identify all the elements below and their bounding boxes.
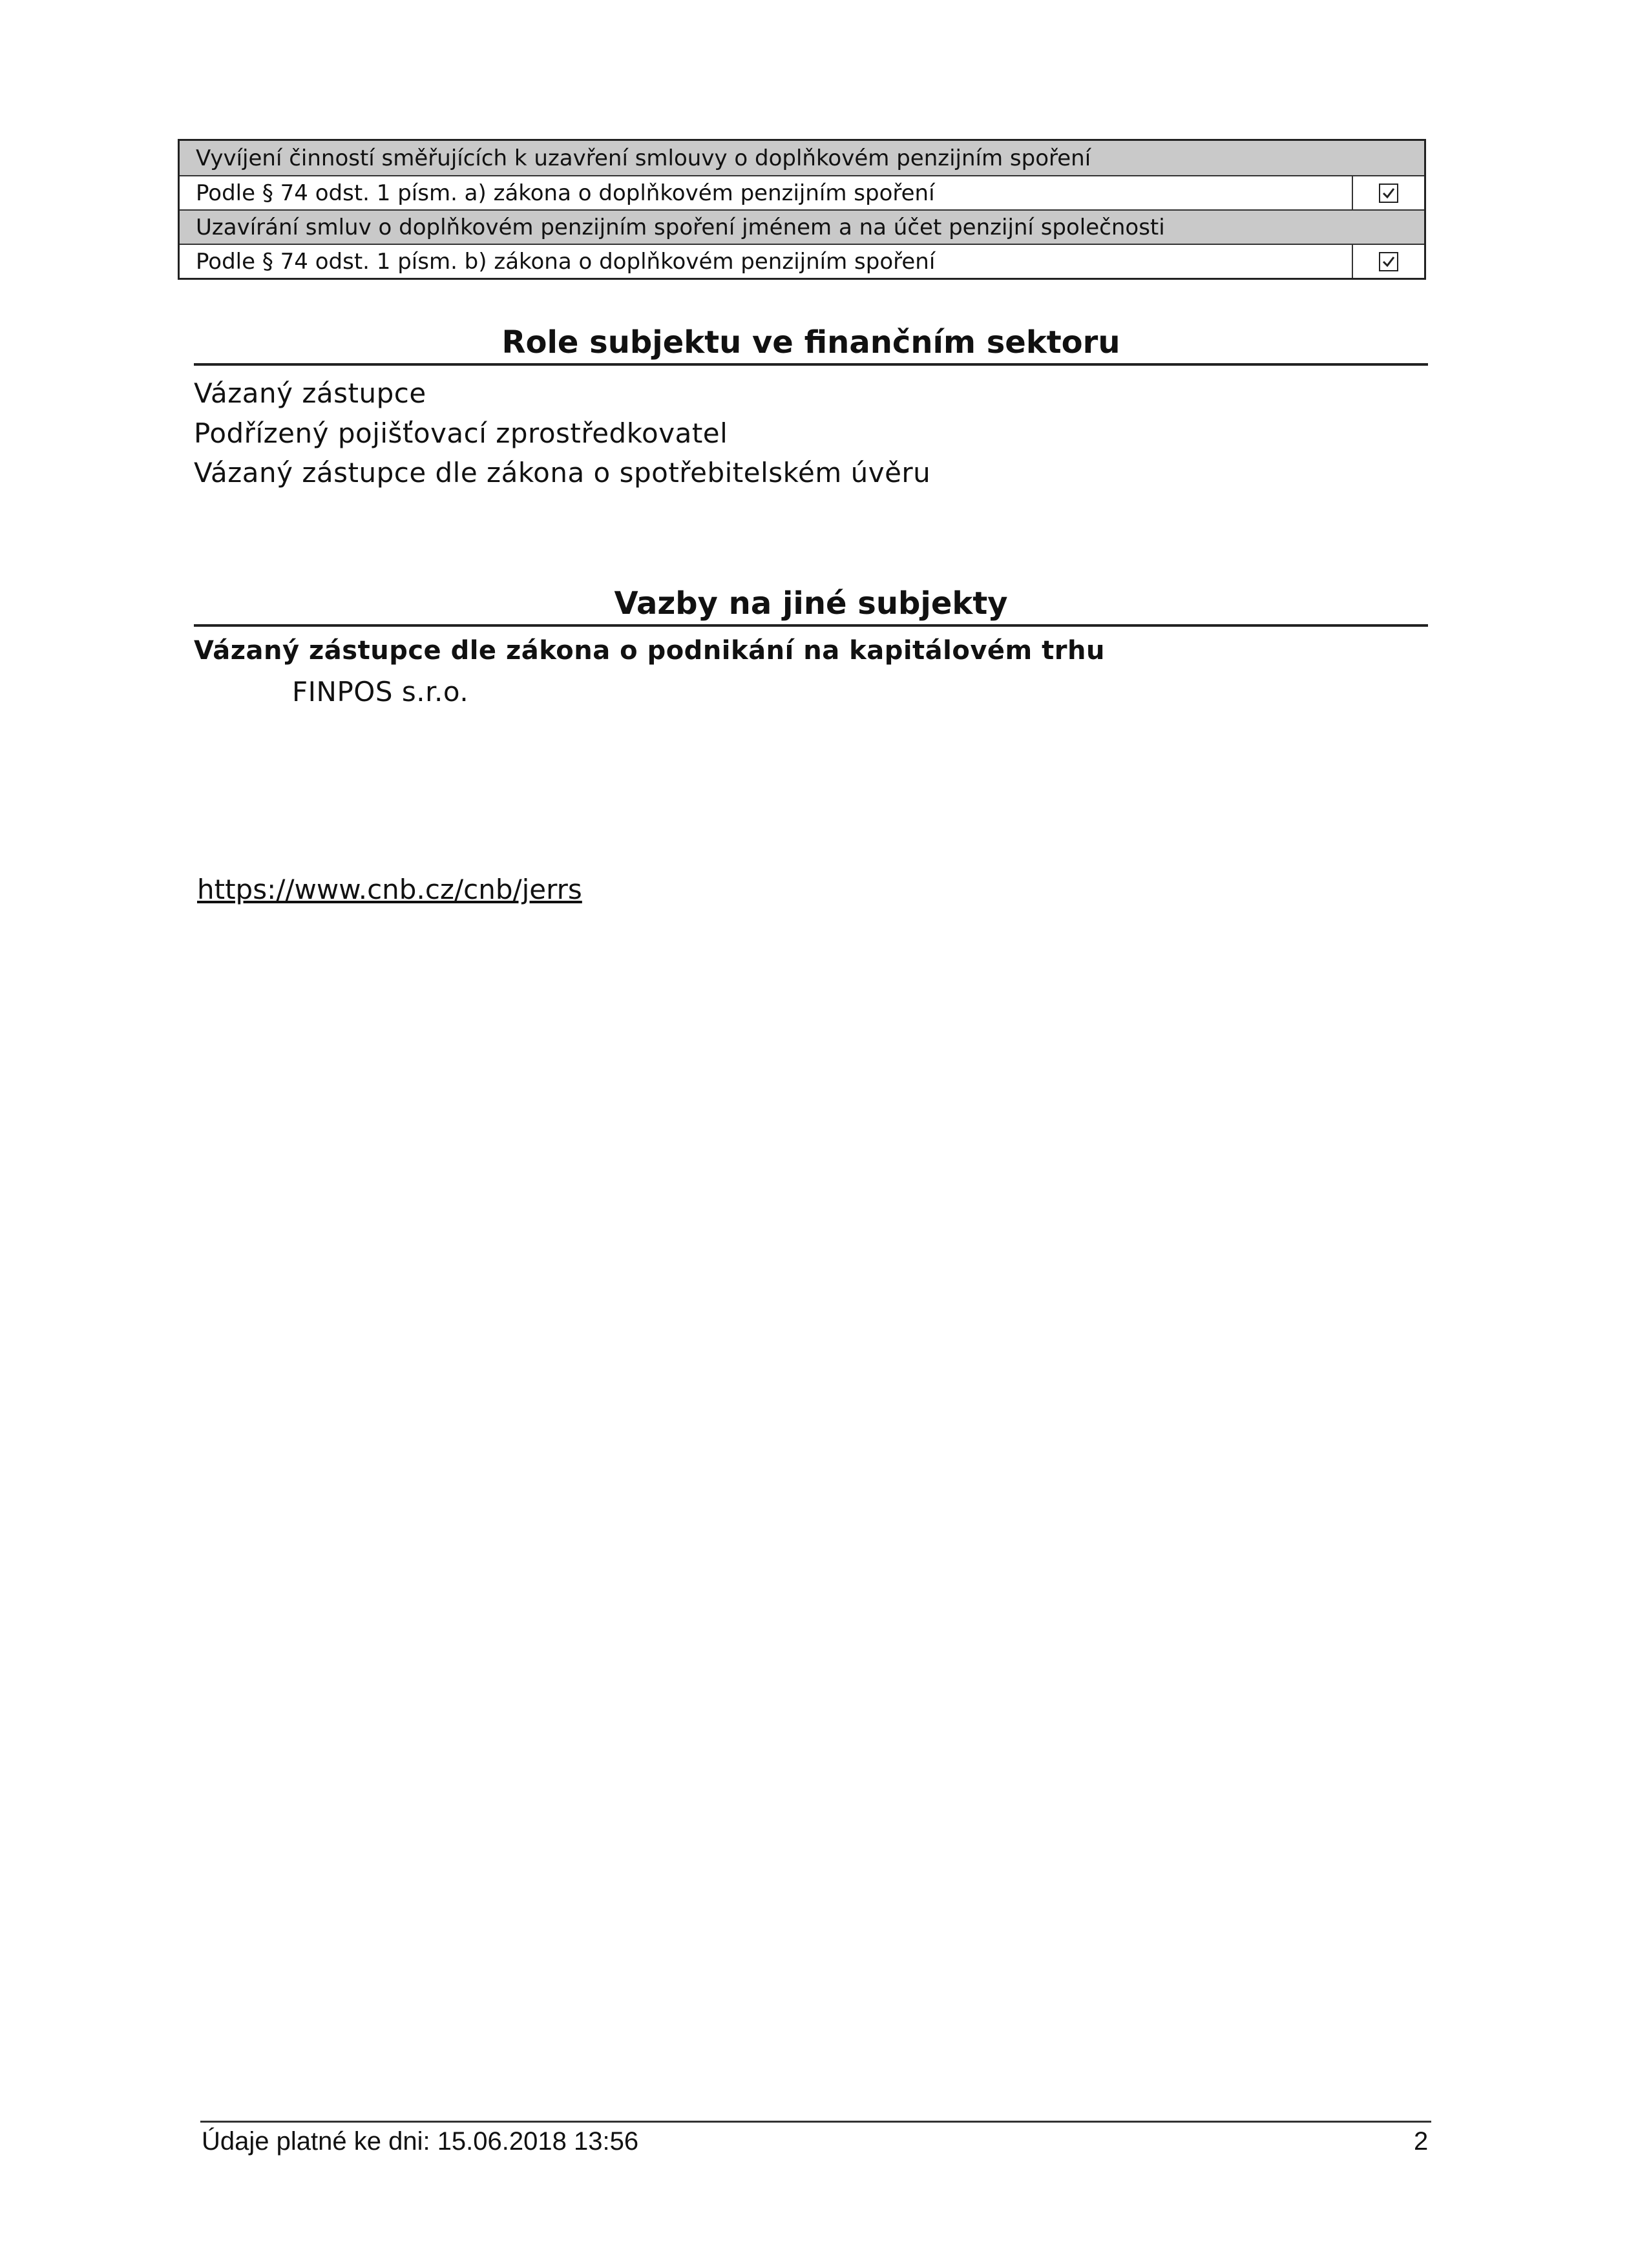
linked-entity: FINPOS s.r.o.: [292, 676, 469, 708]
footer-divider: [200, 2121, 1431, 2123]
checkbox: [1379, 252, 1398, 271]
role-item: Vázaný zástupce: [194, 377, 426, 409]
checkmark-icon: [1381, 186, 1396, 200]
activity-header-text: Uzavírání smluv o doplňkovém penzijním spoření jménem a na účet penzijní společnosti: [196, 214, 1165, 240]
activity-table: [178, 139, 1426, 280]
activity-header-row: [180, 141, 1424, 175]
checkbox-cell: [1352, 245, 1424, 278]
links-subtitle: Vázaný zástupce dle zákona o podnikání na kapitálovém trhu: [194, 636, 1105, 666]
activity-text: Podle § 74 odst. 1 písm. a) zákona o doplňkovém penzijním spoření: [196, 180, 935, 206]
activity-header-text: Vyvíjení činností směřujících k uzavření smlouvy o doplňkovém penzijním spoření: [196, 145, 1091, 171]
activity-header-row: [180, 209, 1424, 244]
links-section-title: Vazby na jiné subjekty: [194, 585, 1428, 627]
activity-text: Podle § 74 odst. 1 písm. b) zákona o doplňkovém penzijním spoření: [196, 248, 936, 275]
roles-section-title: Role subjektu ve finančním sektoru: [194, 324, 1428, 366]
activity-row: [180, 175, 1424, 209]
checkbox: [1379, 184, 1398, 203]
checkbox-cell: [1352, 176, 1424, 209]
role-item: Vázaný zástupce dle zákona o spotřebitelském úvěru: [194, 457, 931, 488]
checkmark-icon: [1381, 255, 1396, 269]
footer-validity: Údaje platné ke dni: 15.06.2018 13:56: [202, 2127, 639, 2156]
page-number: 2: [1414, 2127, 1429, 2156]
cnb-registry-link[interactable]: https://www.cnb.cz/cnb/jerrs: [197, 874, 582, 905]
activity-row: [180, 244, 1424, 278]
role-item: Podřízený pojišťovací zprostředkovatel: [194, 417, 728, 449]
